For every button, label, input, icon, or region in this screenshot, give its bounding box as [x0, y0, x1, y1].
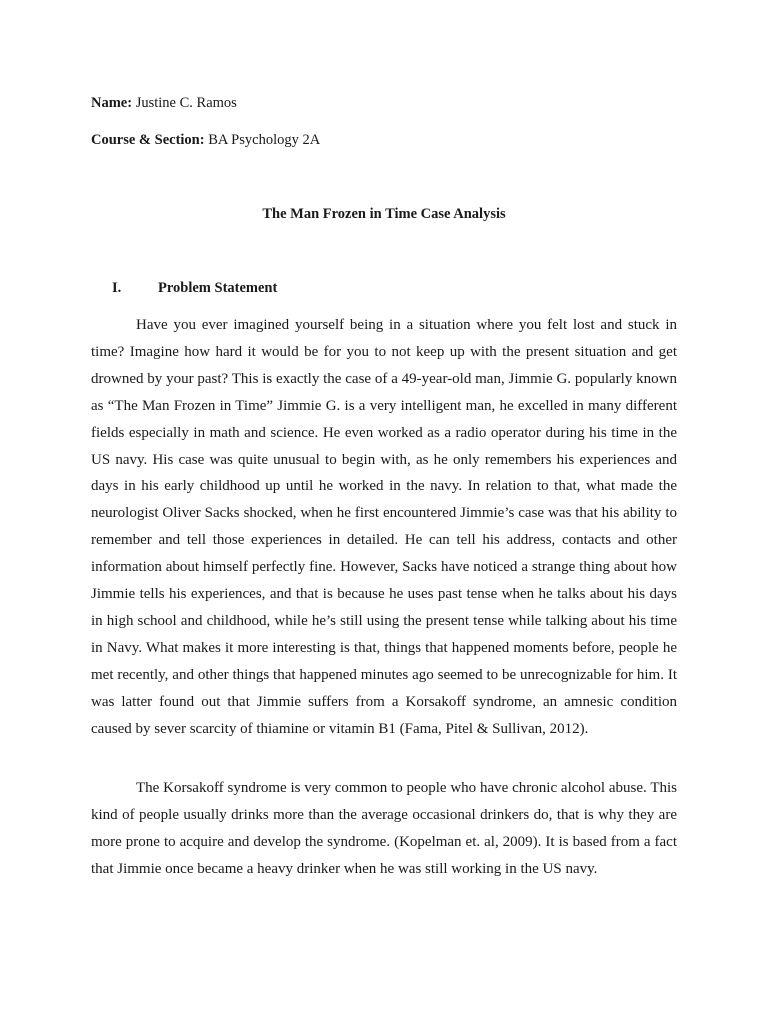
section-number: I.	[112, 280, 122, 296]
course-label: Course & Section:	[91, 132, 205, 148]
document-title: The Man Frozen in Time Case Analysis	[262, 206, 506, 222]
body-paragraph: The Korsakoff syndrome is very common to people who have chronic alcohol abuse. This kind of people usually drinks more than the average occasional drinkers do, that is why they are more prone to acquire and develop the syndrome. (Kopelman et. al, 2009). It is based from a fact that Jimmie once became a heavy drinker when he was still working in the US navy.	[91, 780, 677, 877]
name-label: Name:	[91, 95, 133, 111]
course-value: BA Psychology 2A	[204, 132, 321, 148]
course-section-line	[91, 131, 320, 149]
section-title: Problem Statement	[158, 280, 278, 296]
body-paragraph: Have you ever imagined yourself being in a situation where you felt lost and stuck in time? Imagine how hard it would be for you to not keep up with the present situation and get drowned by your past? This is exactly the case of a 49-year-old man, Jimmie G. popularly known as “The Man Frozen in Time” Jimmie G. is a very intelligent man, he excelled in many different fields especially in math and science. He even worked as a radio operator during his time in the US navy. His case was quite unusual to begin with, as he only remembers his experiences and days in his early childhood up until he worked in the navy. In relation to that, what made the neurologist Oliver Sacks shocked, when he first encountered Jimmie’s case was that his ability to remember and tell those experiences in detailed. He can tell his address, contacts and other information about himself perfectly fine. However, Sacks have noticed a strange thing about how Jimmie tells his experiences, and that is because he uses past tense when he talks about his days in high school and childhood, while he’s still using the present tense while talking about his time in Navy. What makes it more interesting is that, things that happened moments before, people he met recently, and other things that happened minutes ago seemed to be unrecognizable for him. It was latter found out that Jimmie suffers from a Korsakoff syndrome, an amnesic condition caused by sever scarcity of thiamine or vitamin B1 (Fama, Pitel & Sullivan, 2012).	[91, 317, 677, 737]
student-name-line	[91, 94, 237, 112]
body-paragraph-1-container	[91, 312, 677, 743]
name-value: Justine C. Ramos	[132, 95, 237, 111]
body-paragraph-2-container	[91, 775, 677, 883]
section-heading	[112, 279, 277, 297]
